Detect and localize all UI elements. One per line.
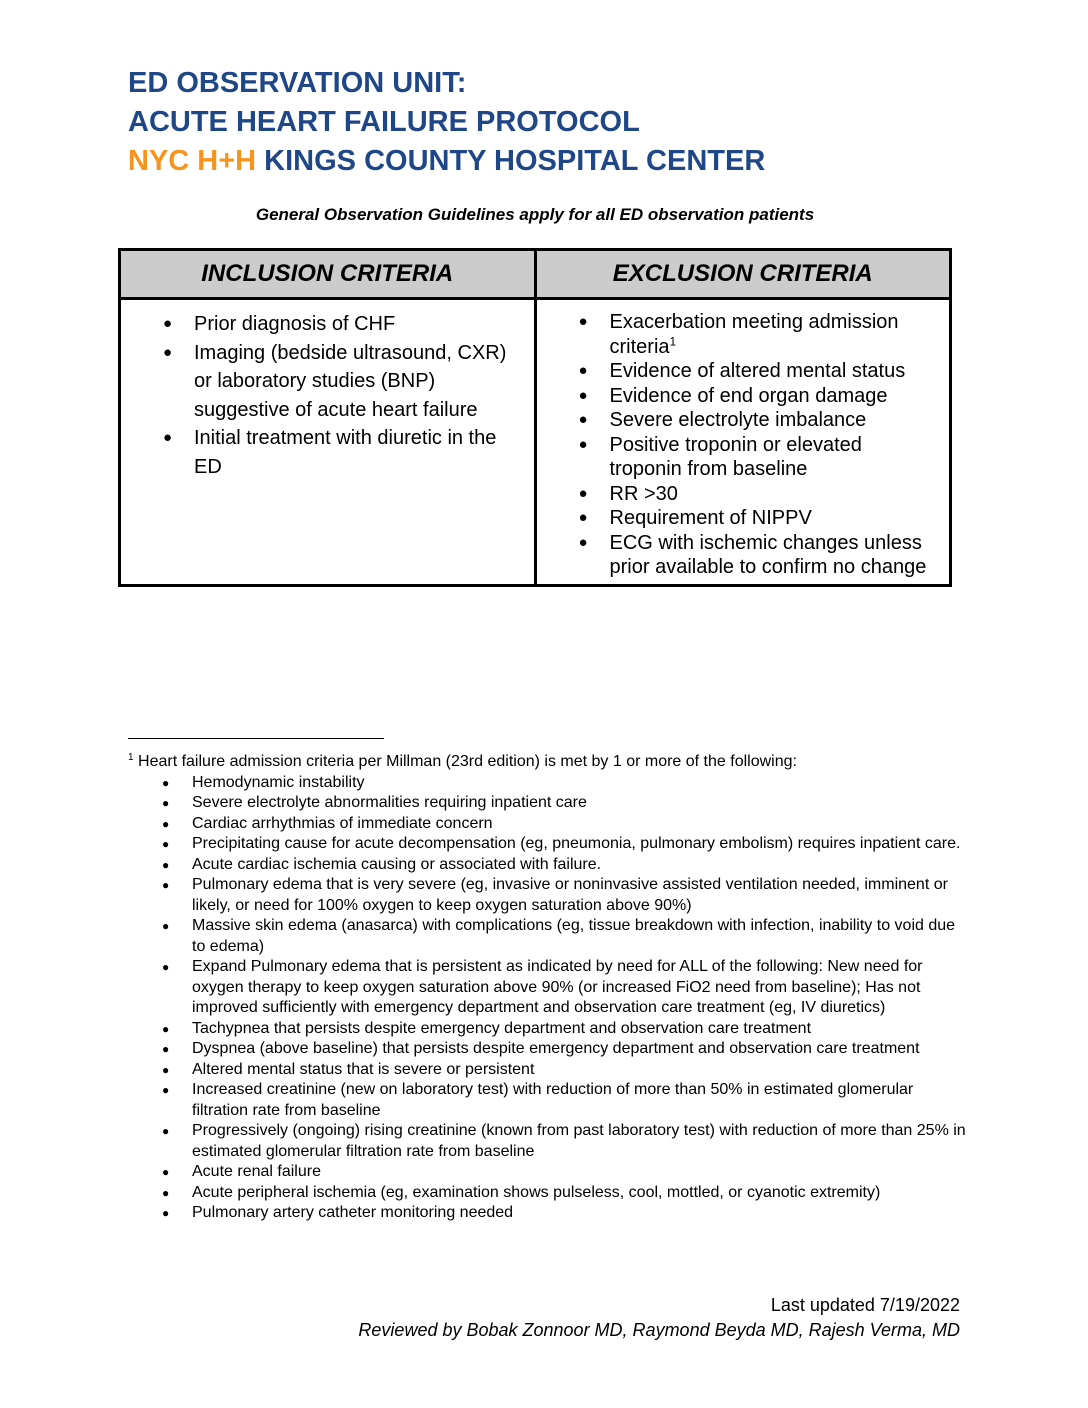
org-accent: NYC H+H [128, 145, 257, 177]
exclusion-criterion-item: ● ECG with ischemic changes unless prior available to confirm no change [537, 531, 940, 580]
document-title [128, 64, 765, 181]
admission-criterion-item: ● Acute renal failure [128, 1162, 968, 1183]
footnote-marker: 1 [128, 752, 134, 763]
criteria-table [118, 248, 952, 587]
admission-criterion-item: ● Expand Pulmonary edema that is persistent as indicated by need for ALL of the following: New need for oxygen therapy to keep oxygen saturation above 90% (or increased FiO2 need from baseline); Has not improved sufficiently with emergency department and observation care treatment (eg, IV diuretics) [128, 957, 968, 1019]
reviewed-by: Reviewed by Bobak Zonnoor MD, Raymond Beyda MD, Rajesh Verma, MD [358, 1320, 960, 1340]
admission-criterion-item: ● Progressively (ongoing) rising creatinine (known from past laboratory test) with reduction of more than 25% in estimated glomerular filtration rate from baseline [128, 1121, 968, 1162]
inclusion-cell [120, 299, 536, 586]
footnote-intro-text: Heart failure admission criteria per Millman (23rd edition) is met by 1 or more of the following: [138, 753, 797, 770]
admission-criterion-item: ● Increased creatinine (new on laboratory test) with reduction of more than 50% in estimated glomerular filtration rate from baseline [128, 1080, 968, 1121]
admission-criterion-item: ● Cardiac arrhythmias of immediate concern [128, 814, 968, 835]
general-guidelines-note: General Observation Guidelines apply for all ED observation patients [255, 205, 815, 224]
admission-criterion-item: ● Precipitating cause for acute decompensation (eg, pneumonia, pulmonary embolism) requires inpatient care. [128, 834, 968, 855]
admission-criterion-item: ● Acute peripheral ischemia (eg, examination shows pulseless, cool, mottled, or cyanotic extremity) [128, 1183, 968, 1204]
exclusion-header: EXCLUSION CRITERIA [535, 250, 951, 299]
inclusion-list [121, 310, 524, 481]
exclusion-criterion-item: ● Exacerbation meeting admission criteria$^1$ [537, 310, 940, 359]
title-line-1: ED OBSERVATION UNIT: [128, 67, 467, 99]
inclusion-criterion-item: ● Imaging (bedside ultrasound, CXR) or laboratory studies (BNP) suggestive of acute heart failure [121, 339, 524, 425]
title-line-3 [128, 142, 765, 181]
inclusion-header: INCLUSION CRITERIA [120, 250, 536, 299]
footnote-divider [128, 738, 384, 739]
admission-criterion-item: ● Acute cardiac ischemia causing or associated with failure. [128, 855, 968, 876]
last-updated: Last updated 7/19/2022 [770, 1295, 960, 1315]
exclusion-criterion-item: ● RR >30 [537, 482, 940, 507]
admission-criterion-item: ● Pulmonary artery catheter monitoring needed [128, 1203, 968, 1224]
admission-criterion-item: ● Severe electrolyte abnormalities requiring inpatient care [128, 793, 968, 814]
exclusion-cell [535, 299, 951, 586]
admission-criterion-item: ● Massive skin edema (anasarca) with complications (eg, tissue breakdown with infection, inability to void due to edema) [128, 916, 968, 957]
footnote [128, 748, 968, 1224]
exclusion-criterion-item: ● Severe electrolyte imbalance [537, 408, 940, 433]
document-footer [358, 1293, 960, 1343]
exclusion-criterion-item: ● Requirement of NIPPV [537, 506, 940, 531]
admission-criterion-item: ● Altered mental status that is severe or persistent [128, 1060, 968, 1081]
admission-criterion-item: ● Dyspnea (above baseline) that persists despite emergency department and observation care treatment [128, 1039, 968, 1060]
admission-criterion-item: ● Pulmonary edema that is very severe (eg, invasive or noninvasive assisted ventilation needed, imminent or likely, or need for 100% oxygen to keep oxygen saturation above 90%) [128, 875, 968, 916]
exclusion-list [537, 310, 940, 580]
admission-criterion-item: ● Hemodynamic instability [128, 773, 968, 794]
exclusion-criterion-item: ● Evidence of altered mental status [537, 359, 940, 384]
admission-criterion-item: ● Tachypnea that persists despite emergency department and observation care treatment [128, 1019, 968, 1040]
exclusion-criterion-item: ● Evidence of end organ damage [537, 384, 940, 409]
footnote-intro [128, 748, 968, 773]
org-name: KINGS COUNTY HOSPITAL CENTER [256, 145, 766, 177]
inclusion-criterion-item: ● Initial treatment with diuretic in the ED [121, 424, 524, 481]
footnote-ref: 1 [669, 333, 677, 348]
admission-criteria-list [128, 773, 968, 1224]
title-line-2: ACUTE HEART FAILURE PROTOCOL [128, 106, 640, 138]
inclusion-criterion-item: ● Prior diagnosis of CHF [121, 310, 524, 339]
exclusion-criterion-item: ● Positive troponin or elevated troponin from baseline [537, 433, 940, 482]
